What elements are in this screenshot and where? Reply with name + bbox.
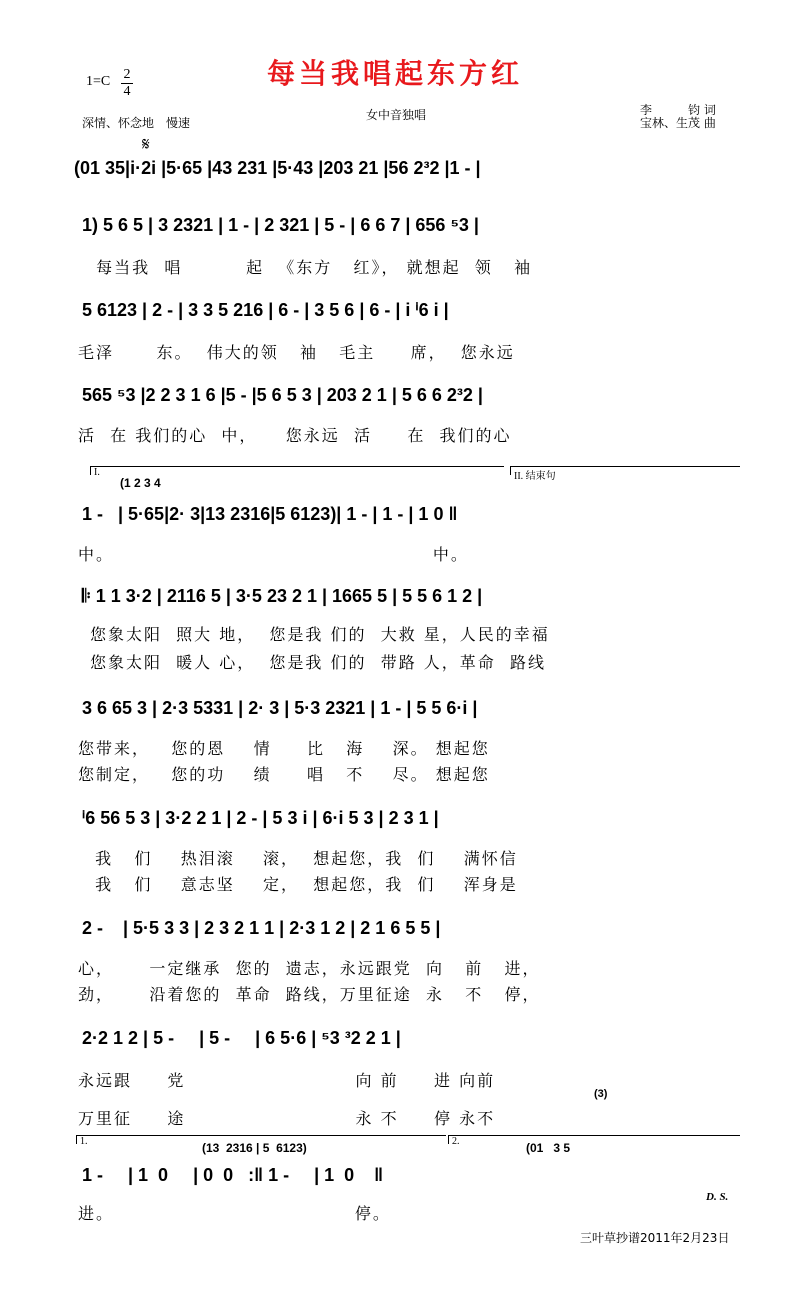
pickup-notes-2: (01 3 5 (526, 1141, 571, 1155)
volta-second-ending: II. 结束句 (510, 466, 740, 475)
score-row-10 (74, 1022, 740, 1132)
composer-credit: 宝林、生茂 曲 (640, 116, 716, 130)
pickup-notes-1: (13 2316 | 5 6123) (202, 1141, 307, 1155)
notation-line: 5 6123 | 2 - | 3 3 5 216 | 6 - | 3 5 6 | 6 - | i ⁱ6 i | (82, 300, 449, 320)
credits (640, 104, 716, 130)
volta-ending-1: 1. (76, 1135, 446, 1144)
lyrics-verse-1: 进。 停。 (78, 1204, 391, 1223)
score-row-9 (74, 912, 740, 1017)
lyrics-verse-1: 毛泽 东。 伟大的领 袖 毛主 席， 您永远 (78, 343, 515, 362)
lyrics-verse-2: 劲， 沿着您的 革命 路线，万里征途 永 不 停， (78, 985, 541, 1004)
lyrics-verse-2: 您制定， 您的功 绩 唱 不 尽。 想起您 (78, 765, 490, 784)
lyrics-verse-2: 我 们 意志坚 定， 想起您，我 们 浑身是 (88, 875, 518, 894)
lyricist-credit: 李 钧 词 (640, 103, 716, 117)
notation-line: 1 - | 1 0 | 0 0 :‖ 1 - | 1 0 ‖ (82, 1165, 384, 1185)
lyrics-verse-1: 中。 中。 (78, 545, 469, 564)
notation-line: ⁱ6 56 5 3 | 3·2 2 1 | 2 - | 5 3 i | 6·i 5 3 | 2 3 1 | (82, 808, 439, 828)
transcriber-note: 三叶草抄谱2011年2月23日 (580, 1231, 730, 1245)
performance-type: 女中音独唱 (366, 108, 427, 122)
lyrics-verse-1: 我 们 热泪滚 滚， 想起您，我 们 满怀信 (88, 849, 518, 868)
time-signature (121, 68, 133, 99)
notation-line: 1) 5 6 5 | 3 2321 | 1 - | 2 321 | 5 - | 6 6 7 | 656 ⁵3 | (82, 215, 479, 235)
notation-line: 2 - | 5·5 3 3 | 2 3 2 1 1 | 2·3 1 2 | 2 1 6 5 5 | (82, 918, 441, 938)
lyrics-verse-1: 您象太阳 照大 地， 您是我 们的 大救 星，人民的幸福 (90, 625, 550, 644)
volta-ending-2: 2. (448, 1135, 740, 1144)
lyrics-verse-1: 活 在 我们的心 中， 您永远 活 在 我们的心 (78, 426, 512, 445)
segno-icon: 𝄋 (142, 134, 150, 155)
notation-line: 𝄆 1 1 3·2 | 2116 5 | 3·5 23 2 1 | 1665 5 | 5 5 6 1 2 | (82, 586, 483, 606)
score-row-4 (74, 375, 740, 455)
score-row-6 (74, 578, 740, 683)
notation-line: 3 6 65 3 | 2·3 5331 | 2· 3 | 5·3 2321 | 1 - | 5 5 6·i | (82, 698, 478, 718)
lyrics-verse-2: 万里征 途 永 不 停 永不 (78, 1109, 496, 1128)
time-sig-top: 2 (123, 67, 131, 82)
pickup-notes: (1 2 3 4 (120, 476, 161, 490)
expression-mark: 深情、怀念地 慢速 (82, 116, 191, 130)
lyrics-verse-1: 永远跟 党 向 前 进 向前 (78, 1071, 496, 1090)
volta-first-ending: I. (90, 466, 504, 475)
lyrics-verse-2: 您象太阳 暖人 心， 您是我 们的 带路 人，革命 路线 (90, 653, 546, 672)
score-row-2 (74, 205, 740, 285)
score-row-8 (74, 800, 740, 905)
notation-line: 2·2 1 2 | 5 - | 5 - | 6 5·6 | ⁵3 ³2 2 1 | (82, 1028, 401, 1048)
score-row-1 (74, 150, 740, 190)
song-title: 每当我唱起东方红 (266, 57, 523, 90)
notation-line: (01 35|i·2i |5·65 |43 231 |5·43 |203 21 |56 2³2 |1 - | (74, 158, 481, 178)
score-row-7 (74, 690, 740, 795)
dal-segno-mark: D. S. (706, 1191, 729, 1203)
notation-line: 1 - | 5·65|2· 3|13 2316|5 6123)| 1 - | 1 - | 1 0 ‖ (82, 504, 458, 524)
lyrics-verse-1: 您带来， 您的恩 情 比 海 深。 想起您 (78, 739, 490, 758)
notation-line: 565 ⁵3 |2 2 3 1 6 |5 - |5 6 5 3 | 203 2 1 | 5 6 6 2³2 | (82, 385, 483, 405)
score-row-3 (74, 290, 740, 370)
lyrics-verse-1: 心， 一定继承 您的 遗志，永远跟党 向 前 进， (78, 959, 541, 978)
time-sig-bottom: 4 (123, 84, 131, 99)
score-row-11 (74, 1135, 740, 1225)
score-row-5 (74, 462, 740, 567)
lyrics-verse-1: 每当我 唱 起 《东方 红》， 就想起 领 袖 (82, 258, 533, 277)
repeat-count: (3) (594, 1088, 608, 1100)
key-signature: 1=C (86, 74, 111, 89)
